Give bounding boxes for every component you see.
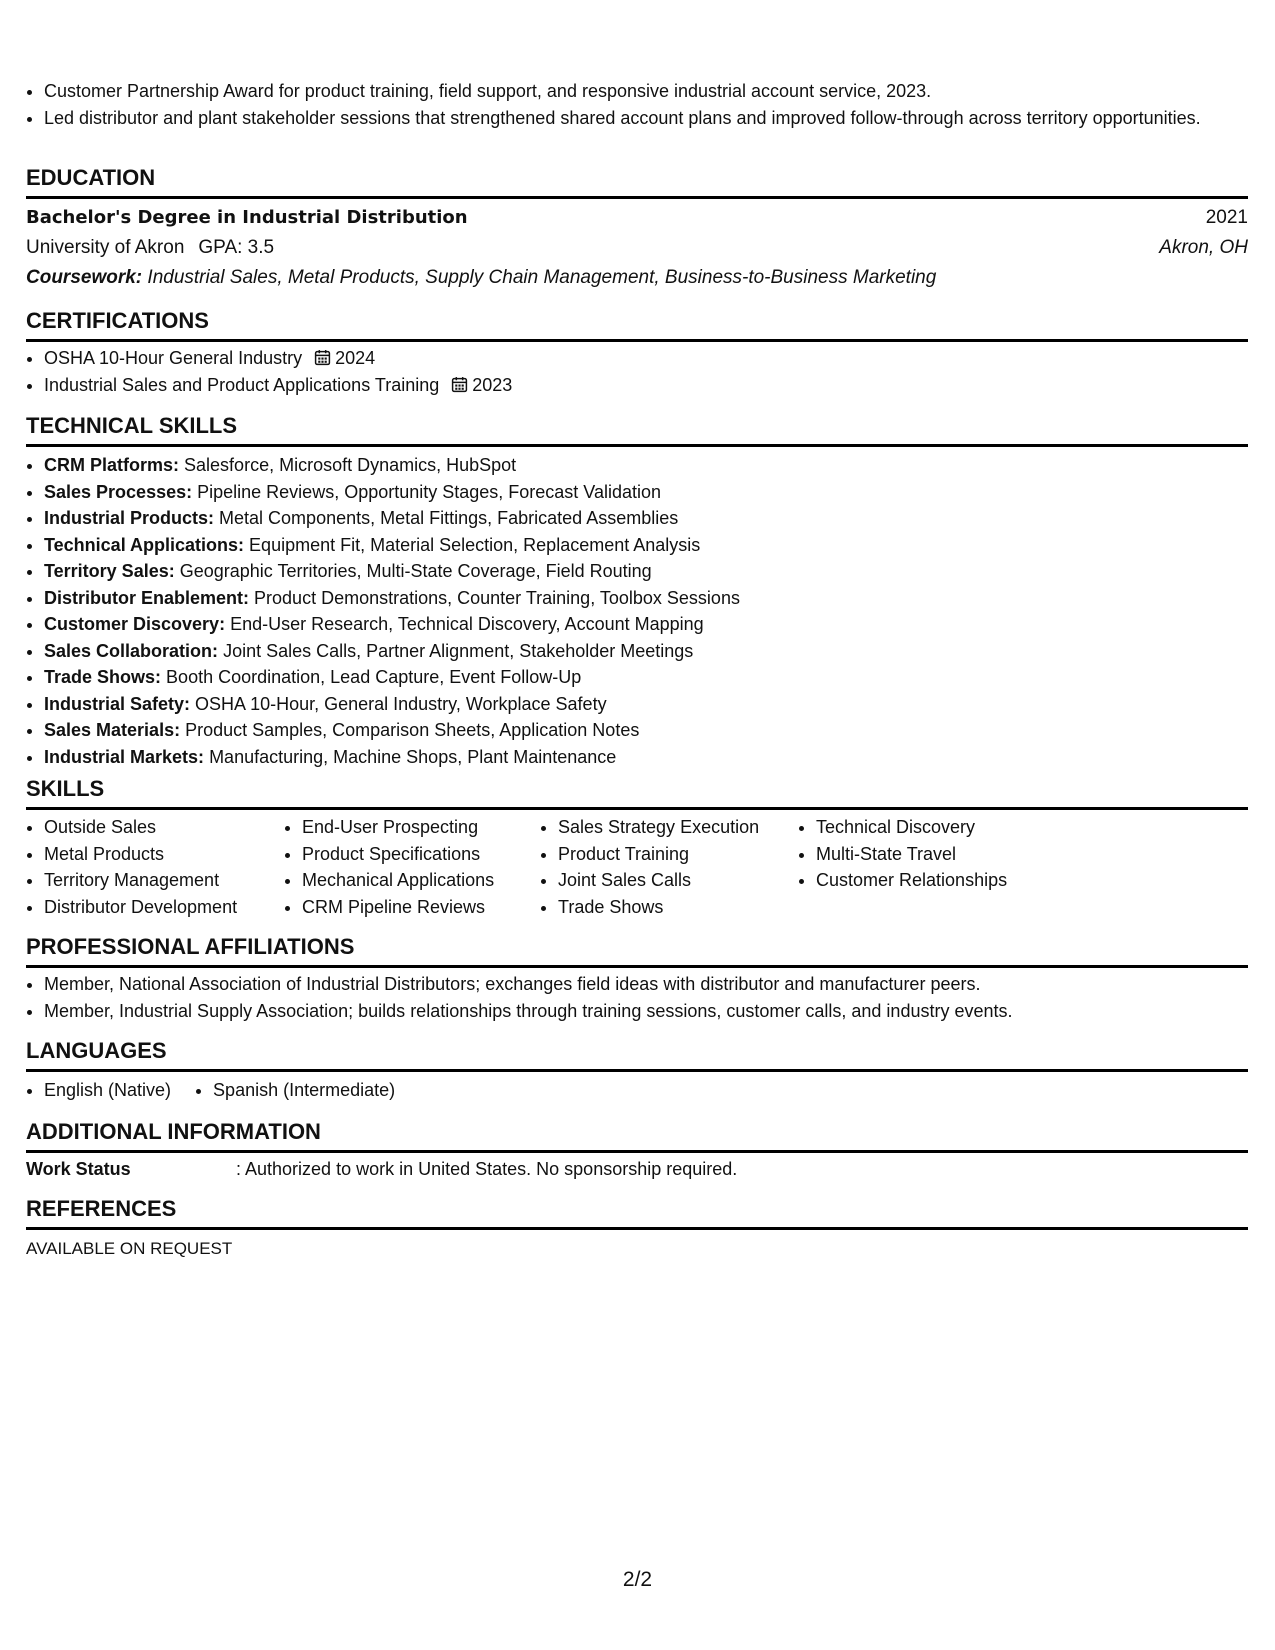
- list-item: • Spanish (Intermediate): [213, 1077, 395, 1104]
- skill-values: OSHA 10-Hour, General Industry, Workplace Safety: [195, 693, 607, 714]
- list-item: • Metal Products: [44, 841, 266, 868]
- list-item: [44, 638, 1266, 665]
- skill-category: Customer Discovery:: [44, 614, 226, 634]
- skill-values: Geographic Territories, Multi-State Coverage, Field Routing: [179, 561, 652, 581]
- skill-values: Joint Sales Calls, Partner Alignment, Stakeholder Meetings: [223, 640, 694, 661]
- list-item: • Distributor Development: [44, 894, 266, 921]
- list-item: [44, 744, 1266, 771]
- list-item: • CRM Pipeline Reviews: [302, 894, 522, 921]
- work-status-value: : Authorized to work in United States. No sponsorship required.: [236, 1159, 738, 1179]
- list-item: [44, 345, 1266, 372]
- list-item: • Product Specifications: [302, 841, 522, 868]
- gpa: GPA: 3.5: [198, 237, 275, 258]
- list-item: • Led distributor and plant stakeholder sessions that strengthened shared account plans and improved follow-through across territory opportunities.: [44, 105, 1266, 132]
- list-item: • Member, National Association of Industrial Distributors; exchanges field ideas with distributor and manufacturer peers.: [44, 971, 1266, 998]
- skill-category: Distributor Enablement:: [44, 587, 250, 608]
- language-item: [195, 1077, 395, 1104]
- skill-category: Sales Materials:: [44, 720, 181, 740]
- list-item: [44, 532, 1266, 559]
- certification-year: 2023: [472, 374, 513, 395]
- certifications-heading: CERTIFICATIONS: [26, 308, 1248, 342]
- skill-values: Booth Coordination, Lead Capture, Event Follow-Up: [166, 667, 582, 687]
- education-entry: [26, 203, 1248, 293]
- skill-category: Industrial Markets:: [44, 746, 205, 767]
- list-item: [44, 585, 1266, 612]
- list-item: [44, 505, 1266, 532]
- list-item: [44, 558, 1266, 585]
- references-heading: REFERENCES: [26, 1196, 1248, 1230]
- list-item: • Trade Shows: [558, 894, 780, 921]
- languages-heading: LANGUAGES: [26, 1038, 1248, 1072]
- skill-values: Equipment Fit, Material Selection, Replacement Analysis: [249, 534, 701, 555]
- skill-values: Salesforce, Microsoft Dynamics, HubSpot: [184, 455, 517, 475]
- list-item: • Sales Strategy Execution: [558, 814, 780, 841]
- list-item: [44, 717, 1266, 744]
- skills-column: [540, 814, 780, 920]
- language-item: [26, 1077, 171, 1104]
- skill-values: Metal Components, Metal Fittings, Fabricated Assemblies: [219, 508, 679, 528]
- award-list: [26, 78, 1266, 131]
- skills-column: [798, 814, 1076, 920]
- list-item: [44, 479, 1266, 506]
- skills-column: [26, 814, 266, 920]
- skill-values: Pipeline Reviews, Opportunity Stages, Forecast Validation: [197, 481, 662, 502]
- calendar-icon: [314, 349, 331, 366]
- list-item: • Outside Sales: [44, 814, 266, 841]
- list-item: [44, 664, 1266, 691]
- technical-skills-list: [26, 452, 1266, 770]
- affiliations-heading: PROFESSIONAL AFFILIATIONS: [26, 934, 1248, 968]
- skill-category: Sales Collaboration:: [44, 640, 219, 661]
- list-item: • Customer Partnership Award for product training, field support, and responsive industrial account service, 2023.: [44, 78, 1266, 105]
- list-item: • English (Native): [44, 1077, 171, 1104]
- school-name: University of Akron: [26, 237, 185, 258]
- languages-list: [26, 1077, 1248, 1104]
- skill-category: Territory Sales:: [44, 561, 175, 581]
- skills-column: [284, 814, 522, 920]
- list-item: • Territory Management: [44, 867, 266, 894]
- skills-heading: SKILLS: [26, 776, 1248, 810]
- skill-category: Technical Applications:: [44, 534, 245, 555]
- technical-skills-heading: TECHNICAL SKILLS: [26, 413, 1248, 447]
- skill-values: End-User Research, Technical Discovery, Account Mapping: [230, 614, 704, 634]
- skill-category: Trade Shows:: [44, 667, 162, 687]
- skill-values: Manufacturing, Machine Shops, Plant Maintenance: [209, 746, 617, 767]
- list-item: • Multi-State Travel: [816, 841, 1076, 868]
- calendar-icon: [451, 376, 468, 393]
- certification-name: Industrial Sales and Product Applications Training: [44, 374, 440, 395]
- page-number: 2/2: [622, 1568, 653, 1591]
- skill-values: Product Demonstrations, Counter Training, Toolbox Sessions: [254, 587, 740, 608]
- coursework-list: Industrial Sales, Metal Products, Supply Chain Management, Business-to-Business Marketing: [147, 267, 937, 288]
- certification-name: OSHA 10-Hour General Industry: [44, 348, 303, 368]
- skill-category: CRM Platforms:: [44, 455, 180, 475]
- graduation-year: 2021: [1205, 207, 1248, 228]
- additional-info-heading: ADDITIONAL INFORMATION: [26, 1119, 1248, 1153]
- education-heading: EDUCATION: [26, 165, 1248, 199]
- certification-list: [26, 345, 1266, 398]
- skills-grid: [26, 814, 1248, 920]
- list-item: • End-User Prospecting: [302, 814, 522, 841]
- list-item: [44, 611, 1266, 638]
- skill-category: Industrial Safety:: [44, 693, 191, 714]
- list-item: • Member, Industrial Supply Association; builds relationships through training sessions, customer calls, and industry events.: [44, 998, 1266, 1025]
- degree-title: Bachelor's Degree in Industrial Distribution: [26, 207, 468, 228]
- work-status-label: Work Status: [26, 1159, 131, 1179]
- list-item: • Technical Discovery: [816, 814, 1076, 841]
- list-item: • Product Training: [558, 841, 780, 868]
- skill-category: Industrial Products:: [44, 508, 215, 528]
- list-item: [44, 452, 1266, 479]
- skill-category: Sales Processes:: [44, 481, 193, 502]
- certification-year: 2024: [335, 348, 376, 368]
- skill-values: Product Samples, Comparison Sheets, Application Notes: [185, 720, 640, 740]
- work-status-row: [26, 1156, 1248, 1182]
- list-item: [44, 691, 1266, 718]
- list-item: [44, 372, 1266, 399]
- coursework-label: Coursework:: [26, 267, 143, 288]
- list-item: • Mechanical Applications: [302, 867, 522, 894]
- list-item: • Joint Sales Calls: [558, 867, 780, 894]
- school-location: Akron, OH: [1159, 237, 1248, 258]
- list-item: • Customer Relationships: [816, 867, 1076, 894]
- affiliations-list: [26, 971, 1266, 1024]
- references-text: AVAILABLE ON REQUEST: [26, 1239, 233, 1258]
